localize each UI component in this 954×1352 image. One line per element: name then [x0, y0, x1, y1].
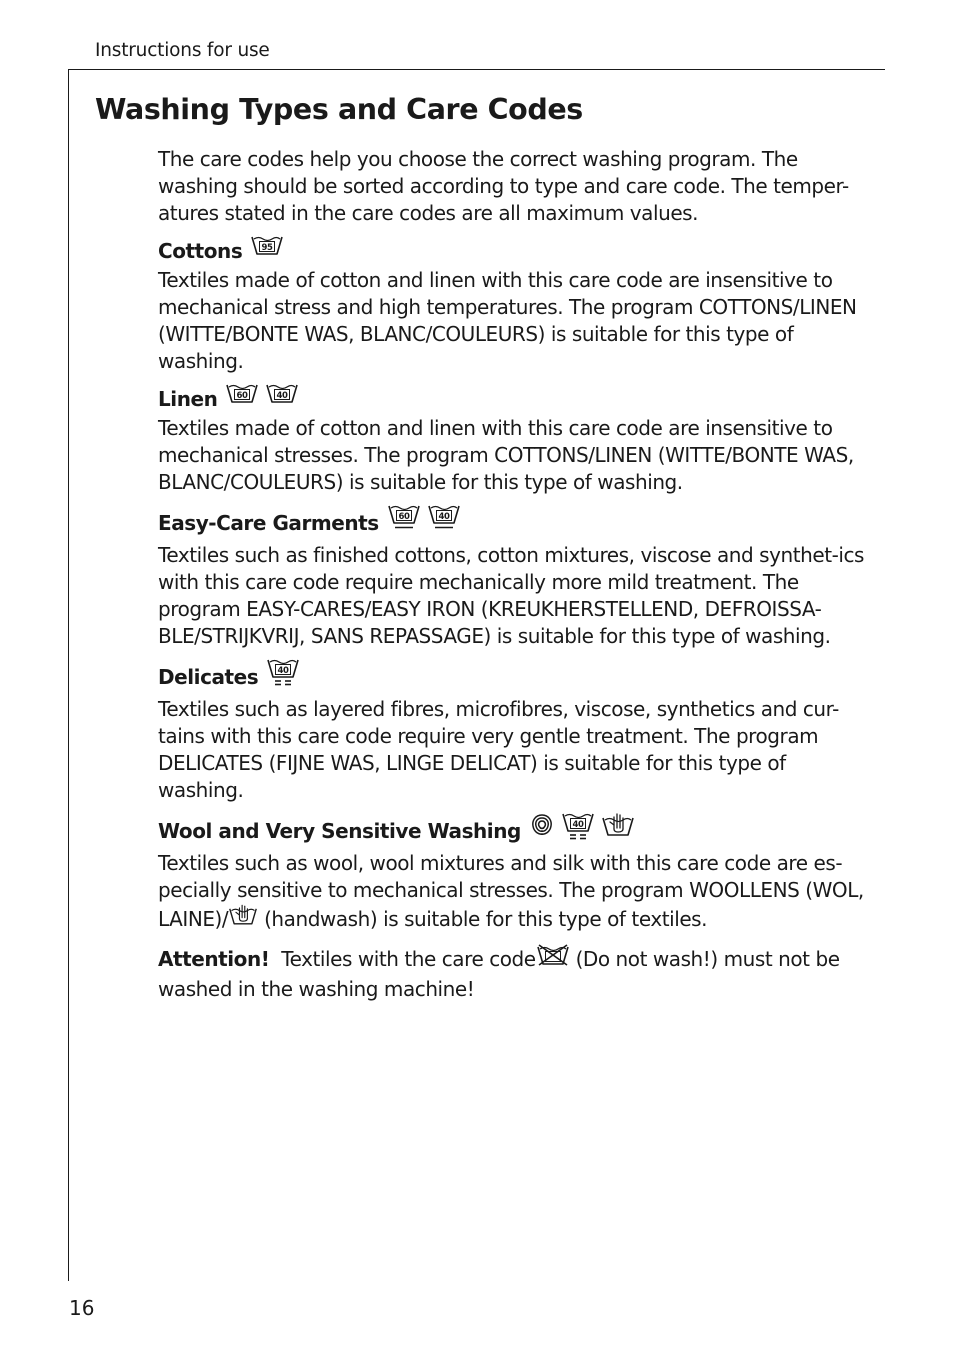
- section-body: Textiles such as layered fibres, microfibres, viscose, synthetics and cur-tains with this care code require very gentle treatment. The program DELICATES (FIJNE WAS, LINGE DELICAT) is suitable for this type of washing.: [158, 697, 839, 802]
- svg-text:60: 60: [236, 390, 248, 401]
- section-body: Textiles made of cotton and linen with this care code are insensitive to mechanical stress and high temperatures. The program COTTONS/LINEN (WITTE/BONTE WAS, BLANC/COULEURS) is suitable for this type of washing.: [158, 268, 857, 373]
- do-not-wash-icon: [536, 943, 570, 974]
- washtub-60-gentle-icon: [387, 502, 421, 540]
- handwash-icon: [228, 902, 258, 935]
- attention-label: Attention!: [158, 947, 270, 971]
- washtub-40-delicate-icon: [561, 810, 595, 848]
- svg-text:40: 40: [572, 819, 584, 830]
- svg-text:95: 95: [261, 242, 273, 253]
- section-cottons: [158, 235, 870, 375]
- page-number: 16: [69, 1296, 95, 1320]
- svg-text:40: 40: [438, 511, 450, 522]
- section-linen: [158, 383, 870, 496]
- section-wool: [158, 812, 870, 937]
- section-body: Textiles made of cotton and linen with this care code are insensitive to mechanical stresses. The program COTTONS/LINEN (WITTE/BONTE WAS, BLANC/COULEURS) is suitable for this type of washing.: [158, 416, 854, 494]
- section-easy-care: [158, 504, 870, 650]
- intro-paragraph: The care codes help you choose the correct washing program. The washing should be sorted according to type and care code. The temper-atures stated in the care codes are all maximum values.: [158, 147, 849, 225]
- section-body: Textiles such as finished cottons, cotton mixtures, viscose and synthet-ics with this care code require mechanically more mild treatment. The program EASY-CARES/EASY IRON (KREUKHERSTELLEND, DEFROISSA-BLE/STRIJKVRIJ, SANS REPASSAGE) is suitable for this type of washing.: [158, 543, 864, 648]
- page-title: Washing Types and Care Codes: [95, 93, 583, 126]
- washtub-40-gentle-icon: [427, 502, 461, 540]
- svg-text:60: 60: [398, 511, 410, 522]
- washtub-60-icon: [225, 381, 259, 413]
- running-header: Instructions for use: [95, 40, 270, 61]
- section-heading: Cottons 95: [158, 235, 870, 267]
- attention-note: Attention! Textiles with the care code (Do not wash!) must not be washed in the washing machine!: [158, 945, 870, 1003]
- washtub-40-delicate-icon: [266, 656, 300, 694]
- svg-text:40: 40: [277, 665, 289, 676]
- handwash-icon: [601, 812, 635, 846]
- section-heading: Delicates 40: [158, 658, 870, 696]
- svg-text:40: 40: [276, 390, 288, 401]
- washtub-95-icon: [250, 233, 284, 265]
- header-rule: [68, 69, 885, 70]
- section-heading: Easy-Care Garments 60 40: [158, 504, 870, 542]
- margin-rule: [68, 69, 69, 1281]
- section-delicates: [158, 658, 870, 804]
- woolmark-icon: [529, 812, 555, 846]
- section-heading: Linen 60 40: [158, 383, 870, 415]
- section-heading: Wool and Very Sensitive Washing 40: [158, 812, 870, 850]
- washtub-40-icon: [265, 381, 299, 413]
- section-body: Textiles such as wool, wool mixtures and silk with this care code are es-pecially sensitive to mechanical stresses. The program WOOLLENS (WOL, LAINE)/ (handwash) is suitable for this type of textiles.: [158, 850, 870, 937]
- main-content: [158, 146, 870, 1011]
